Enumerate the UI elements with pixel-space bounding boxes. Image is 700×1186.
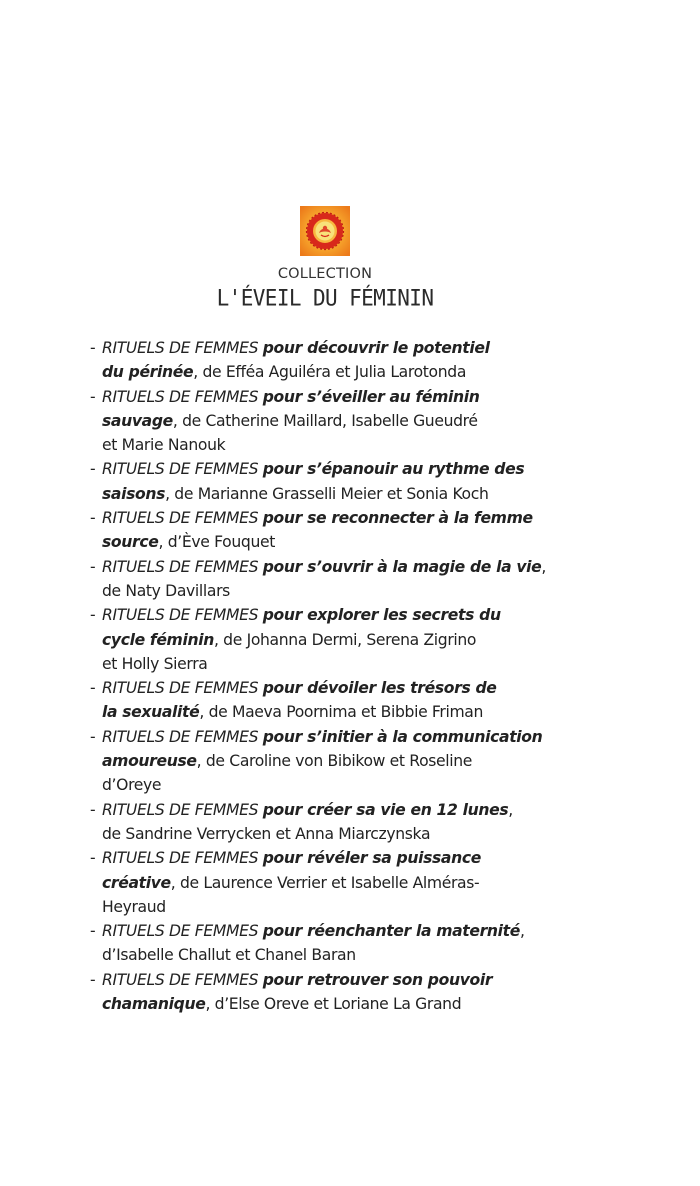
book-authors: , d’Else Oreve et Loriane La Grand: [205, 995, 462, 1014]
book-authors: ,: [541, 557, 546, 576]
mandala-logo-icon: [300, 206, 350, 256]
book-subtitle: pour s’éveiller au féminin: [262, 387, 480, 406]
book-subtitle: pour dévoiler les trésors de: [262, 679, 497, 698]
series-name: RITUELS DE FEMMES: [102, 460, 259, 479]
book-item: [90, 676, 568, 725]
book-item: [90, 555, 568, 604]
book-item: [90, 919, 568, 968]
book-authors: , de Maeva Poornima et Bibbie Friman: [199, 703, 484, 722]
book-item: [90, 603, 568, 676]
collection-label: COLLECTION: [277, 266, 373, 282]
book-subtitle-continued: chamanique: [102, 995, 206, 1014]
book-subtitle: pour révéler sa puissance: [262, 849, 481, 868]
series-name: RITUELS DE FEMMES: [102, 922, 259, 941]
book-authors: ,: [520, 922, 525, 941]
book-authors-continued: d’Isabelle Challut et Chanel Baran: [102, 946, 356, 965]
book-item: [90, 968, 568, 1017]
book-authors-continued: de Sandrine Verrycken et Anna Miarczynska: [102, 824, 431, 843]
book-subtitle-continued: créative: [102, 873, 171, 892]
book-subtitle-continued: amoureuse: [102, 752, 197, 771]
series-name: RITUELS DE FEMMES: [102, 387, 259, 406]
series-name: RITUELS DE FEMMES: [102, 727, 259, 746]
book-authors: ,: [508, 800, 513, 819]
book-authors-continued: Heyraud: [102, 897, 166, 916]
book-authors: , d’Ève Fouquet: [158, 533, 275, 552]
series-name: RITUELS DE FEMMES: [102, 509, 259, 528]
book-subtitle: pour explorer les secrets du: [262, 606, 501, 625]
book-item: [90, 725, 568, 798]
series-name: RITUELS DE FEMMES: [102, 970, 259, 989]
book-authors-continued: et Holly Sierra: [102, 654, 208, 673]
mandala-logo-graphic: [300, 206, 350, 256]
book-item: [90, 385, 568, 458]
book-subtitle: pour s’initier à la communication: [262, 727, 543, 746]
book-subtitle: pour créer sa vie en 12 lunes: [262, 800, 509, 819]
book-subtitle-continued: la sexualité: [102, 703, 200, 722]
book-authors: , de Efféa Aguiléra et Julia Larotonda: [193, 363, 467, 382]
book-list: [90, 336, 568, 1016]
book-subtitle: pour découvrir le potentiel: [262, 339, 490, 357]
series-name: RITUELS DE FEMMES: [102, 800, 259, 819]
book-item: [90, 457, 568, 506]
book-subtitle-continued: saisons: [102, 484, 166, 503]
series-name: RITUELS DE FEMMES: [102, 606, 259, 625]
series-name: RITUELS DE FEMMES: [102, 849, 259, 868]
book-subtitle-continued: du périnée: [102, 363, 194, 382]
book-authors-continued: de Naty Davillars: [102, 581, 230, 600]
book-subtitle: pour s’ouvrir à la magie de la vie: [262, 557, 542, 576]
book-item: [90, 336, 568, 385]
book-subtitle-continued: source: [102, 533, 159, 552]
book-item: [90, 506, 568, 555]
book-authors: , de Caroline von Bibikow et Roseline: [196, 752, 473, 771]
book-authors-continued: d’Oreye: [102, 776, 162, 795]
book-item: [90, 798, 568, 847]
book-subtitle-continued: sauvage: [102, 411, 173, 430]
book-subtitle: pour s’épanouir au rythme des: [262, 460, 525, 479]
collection-title: L'ÉVEIL DU FÉMININ: [216, 285, 434, 311]
book-authors: , de Marianne Grasselli Meier et Sonia Koch: [165, 484, 489, 503]
series-name: RITUELS DE FEMMES: [102, 557, 259, 576]
series-name: RITUELS DE FEMMES: [102, 339, 259, 357]
book-subtitle: pour se reconnecter à la femme: [262, 509, 533, 528]
book-item: [90, 846, 568, 919]
book-authors: , de Catherine Maillard, Isabelle Gueudré: [172, 411, 478, 430]
book-authors: , de Laurence Verrier et Isabelle Alméras-: [170, 873, 480, 892]
book-subtitle: pour réenchanter la maternité: [262, 922, 521, 941]
series-name: RITUELS DE FEMMES: [102, 679, 259, 698]
book-authors: , de Johanna Dermi, Serena Zigrino: [213, 630, 477, 649]
book-subtitle: pour retrouver son pouvoir: [262, 970, 493, 989]
book-authors-continued: et Marie Nanouk: [102, 436, 226, 455]
book-subtitle-continued: cycle féminin: [102, 630, 214, 649]
